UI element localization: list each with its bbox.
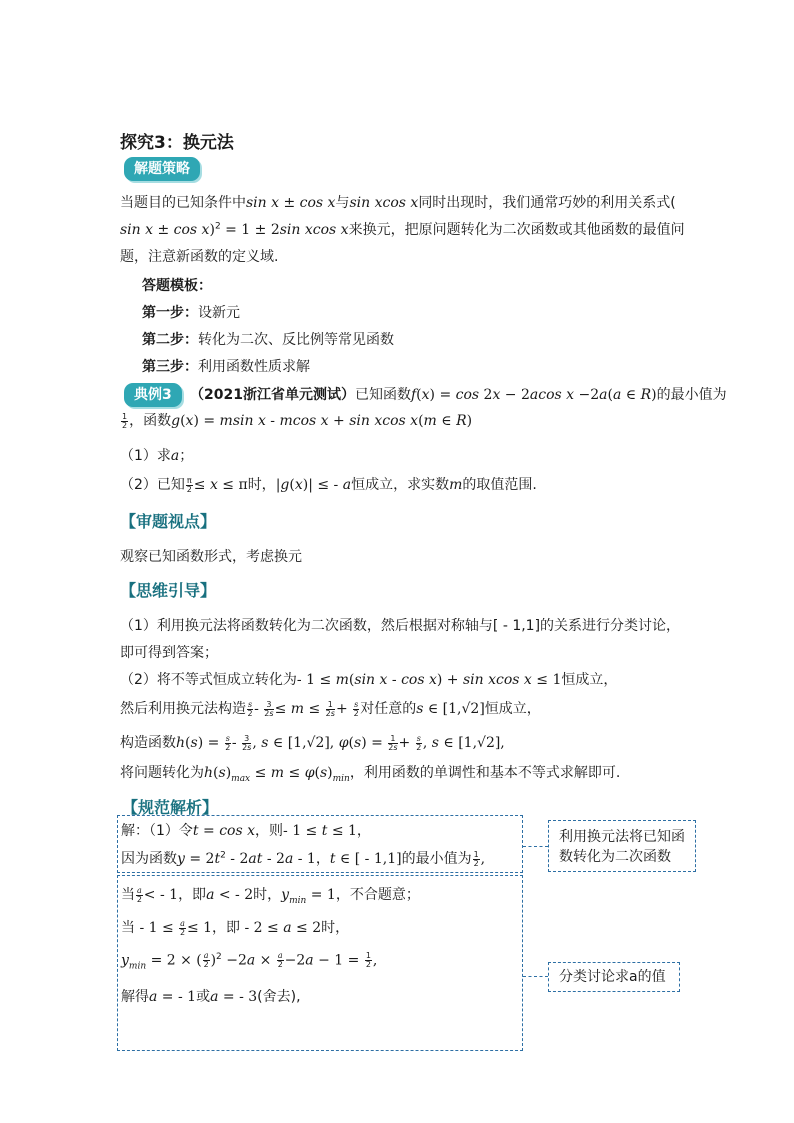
strategy-line-3: 题，注意新函数的定义域. [120, 249, 279, 265]
solution-line-2: 因为函数$y = 2t^2$ ‐ 2at ‐ 2a ‐ 1，t ∈ [ ‐ 1,1]的最小值为 $\frac{1}{2}$ , [121, 849, 486, 868]
thinking-line-3: （2）将不等式恒成立转化为‐ 1 ≤ m(sin x ‐ cos x) + sin xcos x ≤ 1恒成立， [120, 672, 618, 688]
question-2: （2）已知 $\frac{\pi}{2}$ ≤ x ≤ π时，|g(x)| ≤ ‐ a恒成立，求实数m的取值范围. [120, 475, 537, 494]
section-solution-title: 【规范解析】 [122, 798, 219, 817]
solution-line-5: $y_{min} = 2$ × ( $\frac{a}{2}$ )$^2$ −2a × $\frac{a}{2}$ −2a − 1 = $\frac{1}{2}$ , [121, 951, 378, 972]
note-1-connector [523, 846, 548, 847]
thinking-line-2: 即可得到答案； [120, 645, 218, 661]
section-thinking-title: 【思维引导】 [120, 581, 217, 600]
question-1: （1）求a； [120, 448, 194, 464]
template-step-1: 第一步：设新元 [142, 305, 240, 321]
solution-line-4: 当 ‐ 1 ≤ $\frac{a}{2}$ ≤ 1，即 ‐ 2 ≤ a ≤ 2时， [121, 918, 350, 937]
section-review-text: 观察已知函数形式，考虑换元 [120, 549, 302, 565]
template-heading: 答题模板： [142, 278, 212, 294]
example-line-2: $\frac{1}{2}$ ，函数g(x) = msin x ‐ mcos x + sin xcos x(m ∈ R) [122, 411, 473, 430]
note-2: 分类讨论求a的值 [548, 962, 680, 992]
thinking-line-6: 将问题转化为$h(s)_{max} \le m \le \varphi(s)_{min}$，利用函数的单调性和基本不等式求解即可. [120, 765, 621, 784]
solution-line-6: 解得a = ‐ 1或a = ‐ 3(舍去), [121, 989, 301, 1005]
example-badge: 典例3 [124, 383, 182, 407]
strategy-badge: 解题策略 [124, 157, 200, 181]
section-review-title: 【审题视点】 [120, 512, 217, 531]
template-step-2: 第二步：转化为二次、反比例等常见函数 [142, 332, 394, 348]
solution-line-3: 当 $\frac{a}{2}$ < ‐ 1，即a < ‐ 2时，$y_{min} = 1$，不合题意； [121, 885, 420, 906]
thinking-line-1: （1）利用换元法将函数转化为二次函数，然后根据对称轴与[ ‐ 1,1]的关系进行分类讨论， [120, 618, 681, 634]
strategy-line-1: 当题目的已知条件中sin x ± cos x与sin xcos x同时出现时，我们通常巧妙的利用关系式( [120, 195, 676, 211]
note-1: 利用换元法将已知函数转化为二次函数 [548, 820, 696, 872]
strategy-line-2: sin x ± cos x)$^2$ = 1 ± 2sin xcos x来换元，把原问题转化为二次函数或其他函数的最值问 [120, 221, 685, 238]
thinking-line-5: 构造函数h(s) = $\frac{s}{2}$ ‐ $\frac{3}{2s}$ , s ∈ [1,√2], φ(s) = $\frac{1}{2s}$ + $\frac{s}{2}$ , s ∈ [1,√2], [120, 733, 505, 752]
section-title: 探究3：换元法 [120, 133, 234, 153]
example-line-1: （2021浙江省单元测试）已知函数f(x) = cos 2x − 2acos x −2a(a ∈ R)的最小值为 [190, 387, 727, 403]
solution-line-1: 解：（1）令t = cos x，则‐ 1 ≤ t ≤ 1， [121, 823, 371, 839]
note-2-connector [523, 976, 548, 977]
thinking-line-4: 然后利用换元法构造 $\frac{s}{2}$ ‐ $\frac{3}{2s}$ ≤ m ≤ $\frac{1}{2s}$ + $\frac{s}{2}$ 对任意的s ∈ [1,√2]恒成立， [120, 699, 541, 718]
template-step-3: 第三步：利用函数性质求解 [142, 359, 310, 375]
